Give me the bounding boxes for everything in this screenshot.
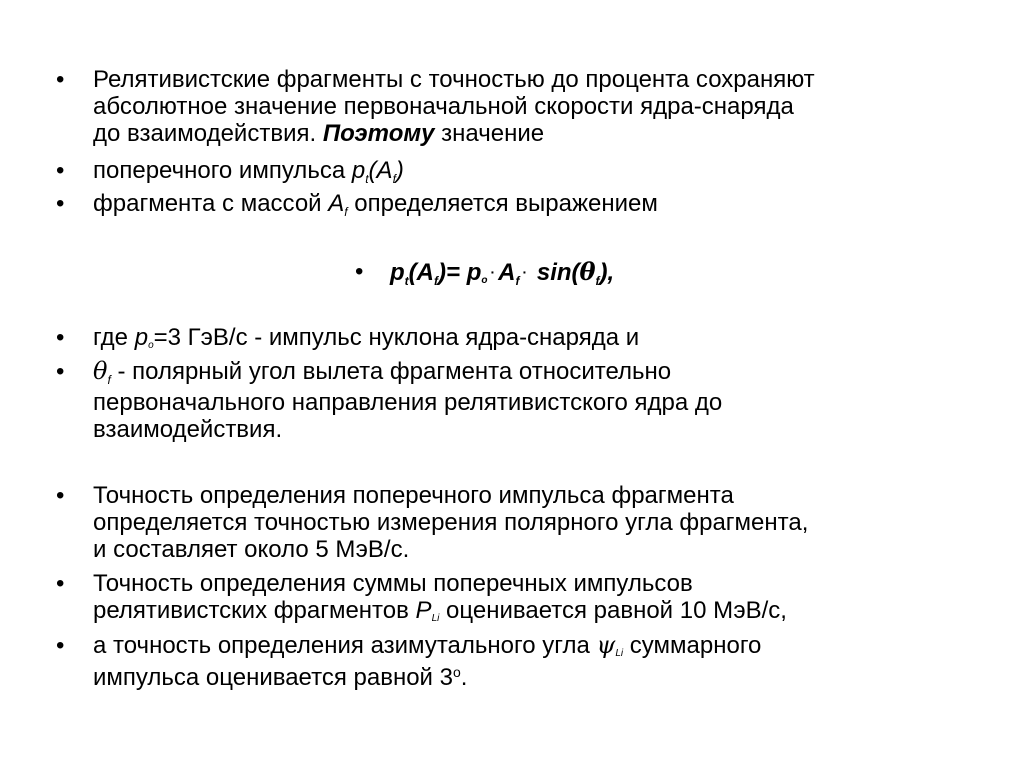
symbol-psi: ψ (596, 631, 616, 659)
text: =3 ГэВ/с - импульс нуклона ядра-снаряда и (153, 324, 640, 351)
line (93, 632, 973, 664)
symbol-p: p (390, 259, 405, 286)
subscript-t: t (365, 172, 369, 186)
paren: ) (395, 157, 404, 184)
symbol-A: A (328, 190, 345, 217)
formula (390, 258, 790, 292)
paragraph-2-text (93, 157, 973, 188)
paragraph-4-text (93, 324, 973, 356)
symbol-theta: θ (93, 357, 108, 385)
bullet: • (56, 190, 65, 217)
subscript-o: o (148, 340, 154, 351)
line (93, 597, 973, 629)
subscript-f: f (515, 274, 520, 288)
bullet: • (56, 66, 65, 93)
text: . (460, 664, 468, 691)
paragraph-8-text (93, 632, 973, 694)
text: до взаимодействия. (93, 120, 323, 147)
paragraph-7-text (93, 570, 973, 629)
symbol-A: A (498, 259, 516, 286)
text: значение (434, 120, 545, 147)
symbol-theta: θ (579, 257, 596, 286)
line: и составляет около 5 МэВ/с. (93, 536, 410, 563)
bullet: • (56, 482, 65, 509)
line: абсолютное значение первоначальной скорости ядра-снаряда (93, 93, 794, 120)
text: где (93, 324, 135, 351)
line (93, 120, 973, 147)
text: определяется выражением (347, 190, 658, 217)
symbol-A: A (416, 259, 435, 286)
multiply-dot: · (522, 264, 528, 280)
subscript-o: o (481, 275, 488, 286)
line (93, 358, 973, 389)
emphasis-text: Поэтому (322, 120, 435, 147)
subscript-t: t (404, 274, 409, 288)
subscript-f: f (392, 172, 396, 186)
paragraph-3-text (93, 190, 973, 221)
sin-function: sin( (530, 259, 580, 286)
subscript-Li: Li (615, 648, 624, 659)
paren: ), (599, 259, 615, 286)
bullet: • (56, 358, 65, 385)
bullet: • (56, 324, 65, 351)
symbol-p: p (351, 157, 366, 184)
symbol-A: A (376, 157, 393, 184)
bullet: • (56, 632, 65, 659)
line (93, 664, 973, 694)
line: Точность определения поперечного импульса фрагмента (93, 482, 734, 509)
text: а точность определения азимутального угла (93, 632, 597, 659)
line: определяется точностью измерения полярного угла фрагмента, (93, 509, 809, 536)
subscript-f: f (344, 205, 348, 219)
paragraph-1-text (93, 66, 973, 147)
text: релятивистских фрагментов (93, 597, 416, 624)
multiply-dot: · (490, 264, 496, 280)
text: оценивается равной 10 МэВ/с, (439, 597, 787, 624)
degree-superscript: o (452, 664, 461, 680)
paren: ) (438, 259, 447, 286)
symbol-P: P (415, 597, 432, 624)
equals: = (446, 259, 467, 286)
subscript-f: f (107, 373, 111, 387)
line: Релятивистские фрагменты с точностью до процента сохраняют (93, 66, 815, 93)
text: суммарного (623, 632, 762, 659)
subscript-f: f (434, 274, 439, 288)
paren: ( (368, 157, 377, 184)
text: - полярный угол вылета фрагмента относительно (110, 358, 672, 385)
text: фрагмента с массой (93, 190, 329, 217)
line: Точность определения суммы поперечных импульсов (93, 570, 693, 597)
line: первоначального направления релятивистского ядра до (93, 389, 723, 416)
text: поперечного импульса (93, 157, 352, 184)
bullet: • (56, 570, 65, 597)
bullet: • (56, 157, 65, 184)
subscript-Li: Li (431, 613, 440, 624)
symbol-p0: p (466, 259, 482, 286)
line: взаимодействия. (93, 416, 283, 443)
paren: ( (408, 259, 417, 286)
bullet: • (355, 258, 364, 285)
symbol-p: p (134, 324, 149, 351)
paragraph-6-text (93, 482, 973, 563)
paragraph-5-text (93, 358, 973, 443)
subscript-f: f (595, 274, 600, 288)
text: импульса оценивается равной 3 (93, 664, 453, 691)
